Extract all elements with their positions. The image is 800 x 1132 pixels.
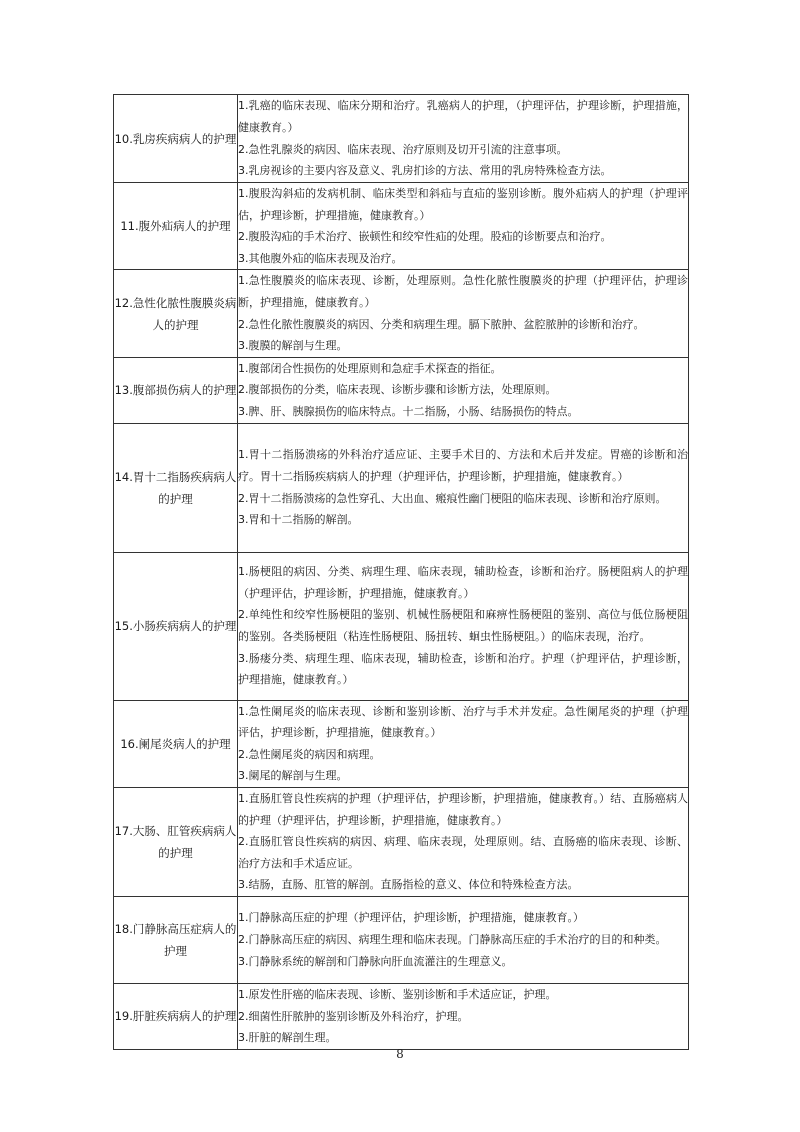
list-item: 3.胃和十二指肠的解剖。 [238, 513, 359, 527]
topic-cell: 17.大肠、肛管疾病病人的护理 [114, 787, 238, 896]
content-cell [238, 183, 689, 270]
table-row [114, 95, 689, 183]
table-row [114, 552, 689, 700]
syllabus-table-body [114, 95, 689, 1050]
table-row [114, 787, 689, 896]
list-item: 3.阑尾的解剖与生理。 [238, 769, 348, 783]
content-cell [238, 983, 689, 1049]
list-item: 1.急性阑尾炎的临床表现、诊断和鉴别诊断、治疗与手术并发症。急性阑尾炎的护理（护理评估，护理诊断，护理措施，健康教育。） [238, 704, 688, 740]
list-item: 1.原发性肝癌的临床表现、诊断、鉴别诊断和手术适应证，护理。 [238, 987, 557, 1001]
content-cell [238, 552, 689, 700]
topic-cell: 12.急性化脓性腹膜炎病人的护理 [114, 270, 238, 357]
table-row [114, 700, 689, 787]
list-item: 2.单纯性和绞窄性肠梗阻的鉴别、机械性肠梗阻和麻痹性肠梗阻的鉴别、高位与低位肠梗阻的鉴别。各类肠梗阻（粘连性肠梗阻、肠扭转、蛔虫性肠梗阻。）的临床表现，治疗。 [238, 608, 688, 644]
list-item: 2.急性化脓性腹膜炎的病因、分类和病理生理。膈下脓肿、盆腔脓肿的诊断和治疗。 [238, 317, 645, 331]
list-item: 1.门静脉高压症的护理（护理评估，护理诊断，护理措施，健康教育。） [238, 911, 584, 925]
topic-cell: 11.腹外疝病人的护理 [114, 183, 238, 270]
list-item: 2.腹部损伤的分类，临床表现、诊断步骤和诊断方法，处理原则。 [238, 383, 557, 397]
list-item: 1.腹部闭合性损伤的处理原则和急症手术探查的指征。 [238, 361, 502, 375]
list-item: 3.腹膜的解剖与生理。 [238, 339, 348, 353]
content-cell [238, 787, 689, 896]
topic-cell: 18.门静脉高压症病人的护理 [114, 896, 238, 983]
list-item: 2.胃十二指肠溃疡的急性穿孔、大出血、瘢痕性幽门梗阻的临床表现、诊断和治疗原则。 [238, 491, 667, 505]
list-item: 3.乳房视诊的主要内容及意义、乳房扪诊的方法、常用的乳房特殊检查方法。 [238, 164, 612, 178]
list-item: 2.直肠肛管良性疾病的病因、病理、临床表现，处理原则。结、直肠癌的临床表现、诊断、治疗方法和手术适应证。 [238, 835, 688, 870]
table-row [114, 183, 689, 270]
topic-cell: 16.阑尾炎病人的护理 [114, 700, 238, 787]
topic-cell: 15.小肠疾病病人的护理 [114, 552, 238, 700]
table-row [114, 357, 689, 423]
list-item: 3.门静脉系统的解剖和门静脉向肝血流灌注的生理意义。 [238, 954, 513, 968]
list-item: 2.门静脉高压症的病因、病理生理和临床表现。门静脉高压症的手术治疗的目的和种类。 [238, 933, 667, 947]
content-cell [238, 95, 689, 183]
table-row [114, 270, 689, 357]
list-item: 3.其他腹外疝的临床表现及治疗。 [238, 251, 403, 265]
list-item: 3.肠瘘分类、病理生理、临床表现，辅助检查，诊断和治疗。护理（护理评估，护理诊断，护理措施，健康教育。） [238, 651, 688, 687]
topic-cell: 19.肝脏疾病病人的护理 [114, 983, 238, 1049]
list-item: 2.腹股沟疝的手术治疗、嵌顿性和绞窄性疝的处理。股疝的诊断要点和治疗。 [238, 230, 612, 244]
content-cell [238, 896, 689, 983]
list-item: 3.肝脏的解剖生理。 [238, 1031, 337, 1045]
list-item: 2.急性乳腺炎的病因、临床表现、治疗原则及切开引流的注意事项。 [238, 142, 568, 156]
list-item: 1.急性腹膜炎的临床表现、诊断，处理原则。急性化脓性腹膜炎的护理（护理评估，护理诊断，护理措施，健康教育。） [238, 274, 688, 309]
list-item: 1.直肠肛管良性疾病的护理（护理评估，护理诊断，护理措施，健康教育。）结、直肠癌病人的护理（护理评估，护理诊断，护理措施，健康教育。） [238, 791, 688, 827]
list-item: 3.结肠，直肠、肛管的解剖。直肠指检的意义、体位和特殊检查方法。 [238, 878, 579, 892]
content-cell [238, 270, 689, 357]
content-cell [238, 357, 689, 423]
list-item: 1.腹股沟斜疝的发病机制、临床类型和斜疝与直疝的鉴别诊断。腹外疝病人的护理（护理评估，护理诊断，护理措施，健康教育。） [238, 187, 688, 222]
syllabus-table [113, 94, 689, 1050]
page-number: 8 [396, 1047, 404, 1061]
table-row [114, 423, 689, 552]
topic-cell: 10.乳房疾病病人的护理 [114, 95, 238, 183]
content-cell [238, 700, 689, 787]
list-item: 1.胃十二指肠溃疡的外科治疗适应证、主要手术目的、方法和术后并发症。胃癌的诊断和治疗。胃十二指肠疾病病人的护理（护理评估，护理诊断，护理措施，健康教育。） [238, 448, 688, 483]
list-item: 2.急性阑尾炎的病因和病理。 [238, 747, 381, 761]
list-item: 3.脾、肝、胰腺损伤的临床特点。十二指肠，小肠、结肠损伤的特点。 [238, 404, 579, 418]
table-row [114, 896, 689, 983]
list-item: 2.细菌性肝脓肿的鉴别诊断及外科治疗，护理。 [238, 1009, 469, 1023]
topic-cell: 14.胃十二指肠疾病病人的护理 [114, 423, 238, 552]
list-item: 1.乳癌的临床表现、临床分期和治疗。乳癌病人的护理，（护理评估，护理诊断，护理措施，健康教育。） [238, 99, 688, 134]
list-item: 1.肠梗阻的病因、分类、病理生理、临床表现，辅助检查，诊断和治疗。肠梗阻病人的护理（护理评估，护理诊断，护理措施，健康教育。） [238, 565, 688, 600]
content-cell [238, 423, 689, 552]
topic-cell: 13.腹部损伤病人的护理 [114, 357, 238, 423]
table-row [114, 983, 689, 1049]
